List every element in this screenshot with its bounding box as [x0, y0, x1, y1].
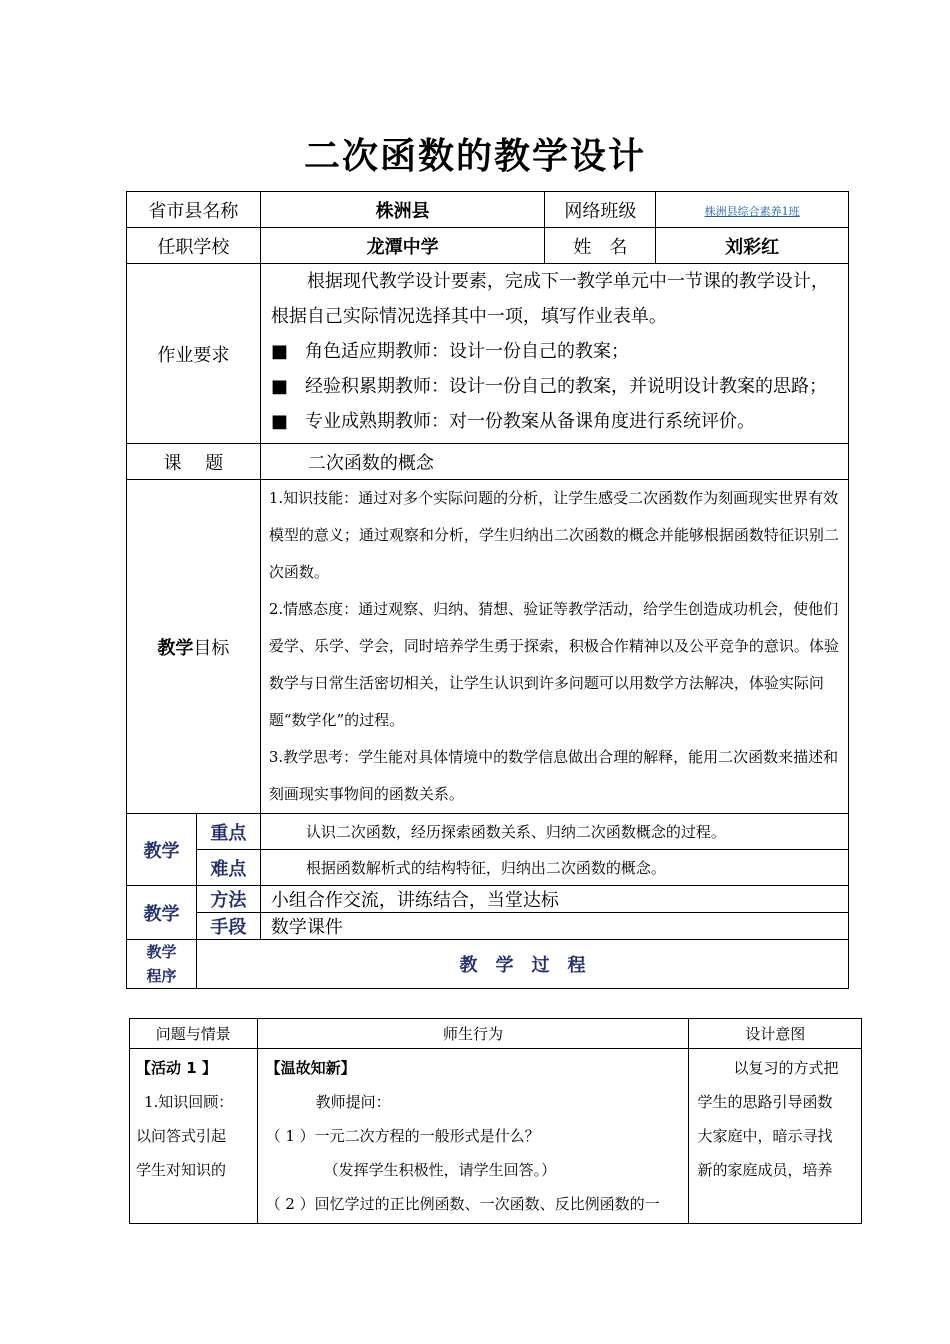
method-group-label: 教学: [127, 886, 197, 940]
intent-line: 大家庭中，暗示寻找: [697, 1127, 833, 1145]
class-label: 网络班级: [545, 192, 656, 228]
class-link[interactable]: 株洲县综合素养1班: [704, 205, 800, 218]
actions-line: 教师提问：: [315, 1093, 391, 1111]
header-actions: 师生行为: [257, 1019, 689, 1049]
school-label: 任职学校: [127, 228, 261, 264]
region-label: 省市县名称: [127, 192, 261, 228]
means-value: 数学课件: [260, 913, 848, 940]
scenario-line: 以问答式引起: [136, 1127, 227, 1145]
scenario-line: 1.知识回顾：: [144, 1093, 234, 1111]
focus-label: 重点: [196, 814, 260, 850]
info-table: [126, 191, 849, 989]
intent-line: 以复习的方式把: [733, 1059, 839, 1077]
actions-line: （ 1 ）一元二次方程的一般形式是什么？: [265, 1127, 540, 1145]
assignment-label: 作业要求: [127, 264, 261, 444]
header-intent: 设计意图: [689, 1019, 862, 1049]
intent-line: 新的家庭成员，培养: [697, 1161, 833, 1179]
goal-item: 2.情感态度：通过观察、归纳、猜想、验证等教学活动，给学生创造成功机会，使他们爱学、乐学、学会，同时培养学生勇于探索，积极合作精神以及公平竞争的意识。体验数学与日常生活密切相关，让学生认识到许多问题可以用数学方法解决，体验实际问题“数学化”的过程。: [268, 600, 839, 729]
assignment-item: ■ 专业成熟期教师：对一份教案从备课角度进行系统评价。: [270, 411, 756, 432]
procedure-label: 教学 程序: [127, 940, 197, 989]
goal-item: 3.教学思考：学生能对具体情境中的数学信息做出合理的解释，能用二次函数来描述和刻画现实事物间的函数关系。: [268, 748, 839, 803]
actions-title: 【温故知新】: [265, 1059, 356, 1077]
focus-value: 认识二次函数，经历探索函数关系、归纳二次函数概念的过程。: [260, 814, 848, 850]
actions-line: （发挥学生积极性，请学生回答。）: [323, 1161, 557, 1179]
process-table: [129, 1018, 862, 1224]
procedure-value: 教 学 过 程: [196, 940, 848, 989]
name-value: 刘彩红: [656, 228, 849, 264]
topic-value: 二次函数的概念: [260, 444, 848, 480]
means-label: 手段: [196, 913, 260, 940]
difficulty-label: 难点: [196, 850, 260, 886]
scenario-line: 学生对知识的: [136, 1161, 227, 1179]
key-label: 教学: [127, 814, 197, 886]
assignment-item: ■ 经验积累期教师：设计一份自己的教案，并说明设计教案的思路；: [270, 376, 828, 397]
assignment-item: ■ 角色适应期教师：设计一份自己的教案；: [270, 341, 630, 362]
method-value: 小组合作交流，讲练结合，当堂达标: [260, 886, 848, 913]
topic-label: 课 题: [127, 444, 261, 480]
activity-title: 【活动 1 】: [136, 1059, 217, 1077]
intent-line: 学生的思路引导函数: [697, 1093, 833, 1111]
school-value: 龙潭中学: [260, 228, 545, 264]
header-scenario: 问题与情景: [130, 1019, 258, 1049]
name-label: 姓 名: [545, 228, 656, 264]
method-label: 方法: [196, 886, 260, 913]
goal-item: 1.知识技能：通过对多个实际问题的分析，让学生感受二次函数作为刻画现实世界有效模型的意义；通过观察和分析，学生归纳出二次函数的概念并能够根据函数特征识别二次函数。: [268, 489, 839, 581]
difficulty-value: 根据函数解析式的结构特征，归纳出二次函数的概念。: [260, 850, 848, 886]
region-value: 株洲县: [260, 192, 545, 228]
page-title: 二次函数的教学设计: [303, 136, 646, 177]
assignment-intro: 根据现代教学设计要素，完成下一教学单元中一节课的教学设计，根据自己实际情况选择其中一项，填写作业表单。: [270, 271, 829, 327]
actions-line: （ 2 ）回忆学过的正比例函数、一次函数、反比例函数的一: [265, 1195, 660, 1213]
goals-label: 教学目标: [127, 480, 261, 814]
